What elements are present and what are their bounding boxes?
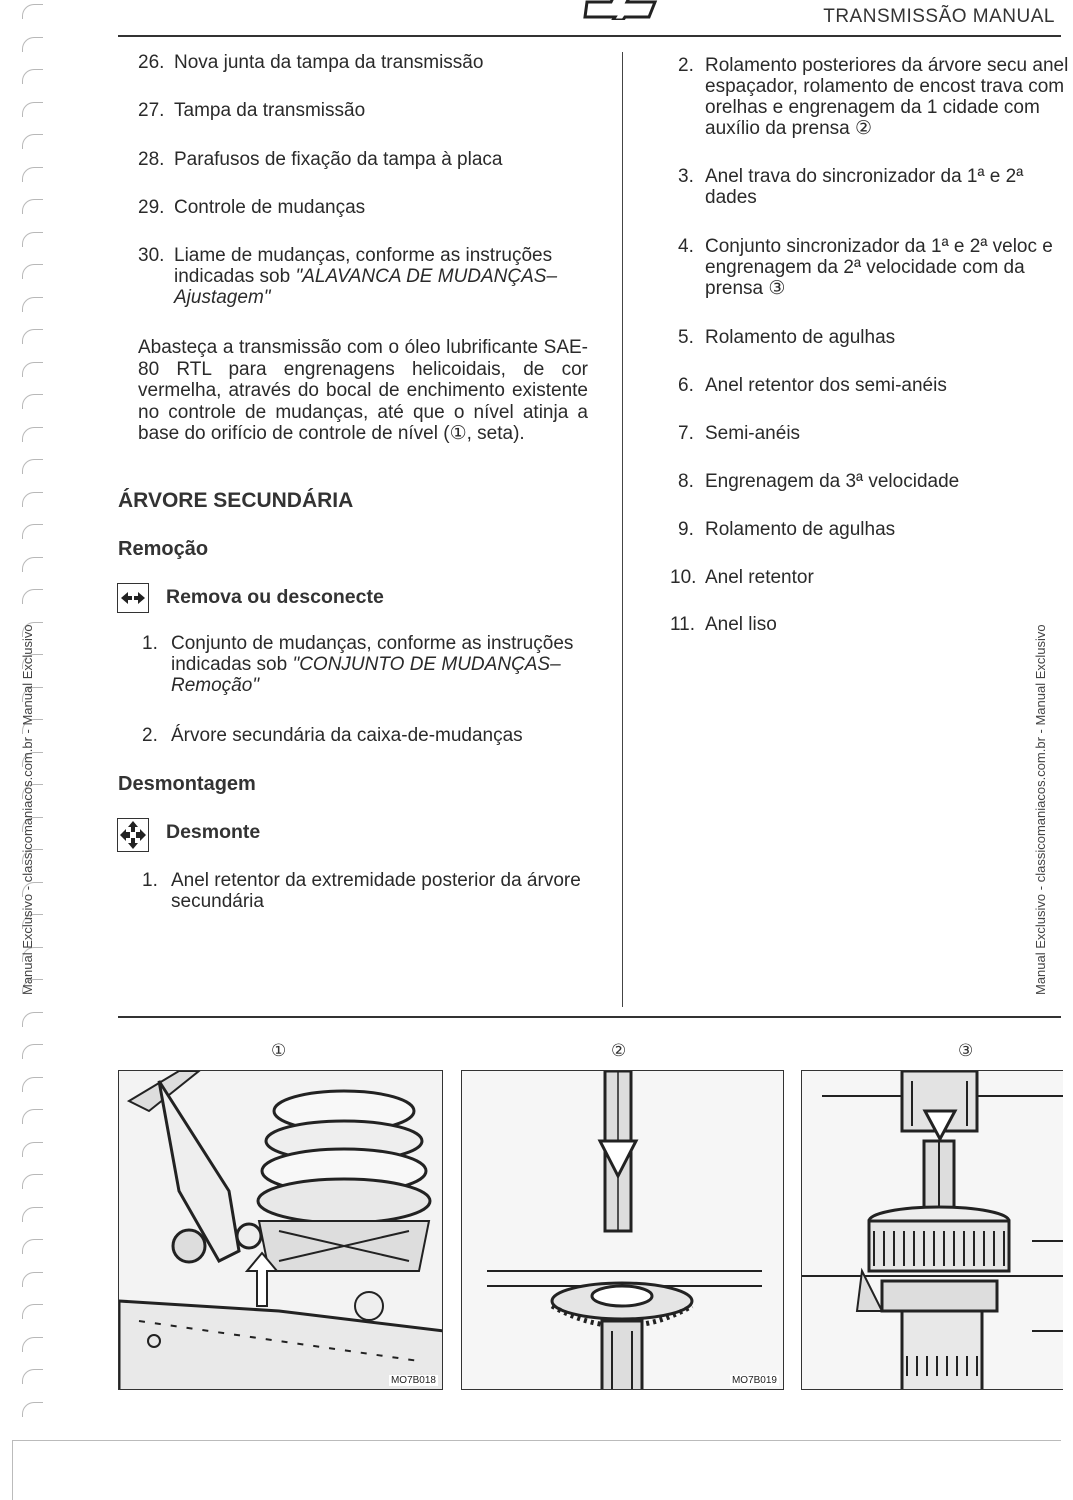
binder-ring: [22, 1012, 43, 1027]
figure-number: ①: [271, 1041, 287, 1060]
binder-ring: [22, 1142, 43, 1157]
figure-press-bearing: [461, 1070, 784, 1390]
binder-ring: [22, 1402, 43, 1417]
watermark-right: Manual Exclusivo - classicomaniacos.com.br - Manual Exclusivo: [1033, 624, 1048, 995]
binder-ring: [22, 1304, 43, 1319]
page-bottom-edge: [12, 1440, 1061, 1441]
binder-ring: [22, 1272, 43, 1287]
binder-ring: [22, 362, 43, 377]
binder-ring: [22, 427, 43, 442]
disassemble-icon: [117, 818, 149, 852]
binder-ring: [22, 1369, 43, 1384]
figure-code: MO7B019: [731, 1375, 777, 1386]
binder-ring: [22, 557, 43, 572]
header-divider: [118, 35, 1061, 37]
binder-ring: [22, 394, 43, 409]
binder-ring: [22, 297, 43, 312]
binder-ring: [22, 264, 43, 279]
section-title: ÁRVORE SECUNDÁRIA: [118, 489, 354, 512]
figure-code: MO7B018: [390, 1375, 436, 1386]
disassemble-label: Desmonte: [166, 821, 261, 843]
remove-disconnect-icon: [117, 583, 149, 613]
binder-ring: [22, 459, 43, 474]
binder-ring: [22, 1207, 43, 1222]
disassembly-heading: Desmontagem: [118, 773, 256, 795]
page-bottom-left-edge: [12, 1440, 13, 1500]
binder-ring: [22, 1044, 43, 1059]
removal-heading: Remoção: [118, 538, 209, 560]
binder-ring: [22, 1174, 43, 1189]
binder-ring: [22, 4, 43, 19]
figures-divider: [118, 1016, 1061, 1018]
binder-ring: [22, 1337, 43, 1352]
binder-ring: [22, 102, 43, 117]
binder-ring: [22, 1077, 43, 1092]
watermark-left: Manual Exclusivo - classicomaniacos.com.br - Manual Exclusivo: [20, 624, 35, 995]
binder-ring: [22, 37, 43, 52]
binder-ring: [22, 232, 43, 247]
binder-ring: [22, 69, 43, 84]
binder-ring: [22, 199, 43, 214]
figure-press-synchronizer: [801, 1070, 1063, 1390]
binder-ring: [22, 134, 43, 149]
column-divider: [622, 52, 623, 1007]
binder-ring: [22, 589, 43, 604]
figure-number: ②: [611, 1041, 627, 1060]
figure-number: ③: [958, 1041, 974, 1060]
binder-ring: [22, 1109, 43, 1124]
binder-ring: [22, 329, 43, 344]
binder-ring: [22, 524, 43, 539]
figure-shift-control: [118, 1070, 443, 1390]
binder-ring: [22, 1239, 43, 1254]
page-header-title: TRANSMISSÃO MANUAL: [823, 6, 1055, 27]
binder-ring: [22, 492, 43, 507]
brand-logo: [583, 0, 659, 25]
remove-disconnect-label: Remova ou desconecte: [166, 586, 384, 608]
fill-instructions-paragraph: Abasteça a transmissão com o óleo lubrificante SAE-80 RTL para engrenagens helicoidais, de cor vermelha, através do bocal de enchimento existente no controle de mudanças, até que o nível atinja a base do orifício de controle de nível (①, seta).: [138, 337, 588, 444]
binder-ring: [22, 167, 43, 182]
list-item-text: Conjunto de mudanças, conforme as instruções indicadas sob "CONJUNTO DE MUDANÇAS–Remoção": [171, 633, 574, 696]
list-item-text: Liame de mudanças, conforme as instruções indicadas sob "ALAVANCA DE MUDANÇAS–Ajustagem": [174, 245, 558, 308]
